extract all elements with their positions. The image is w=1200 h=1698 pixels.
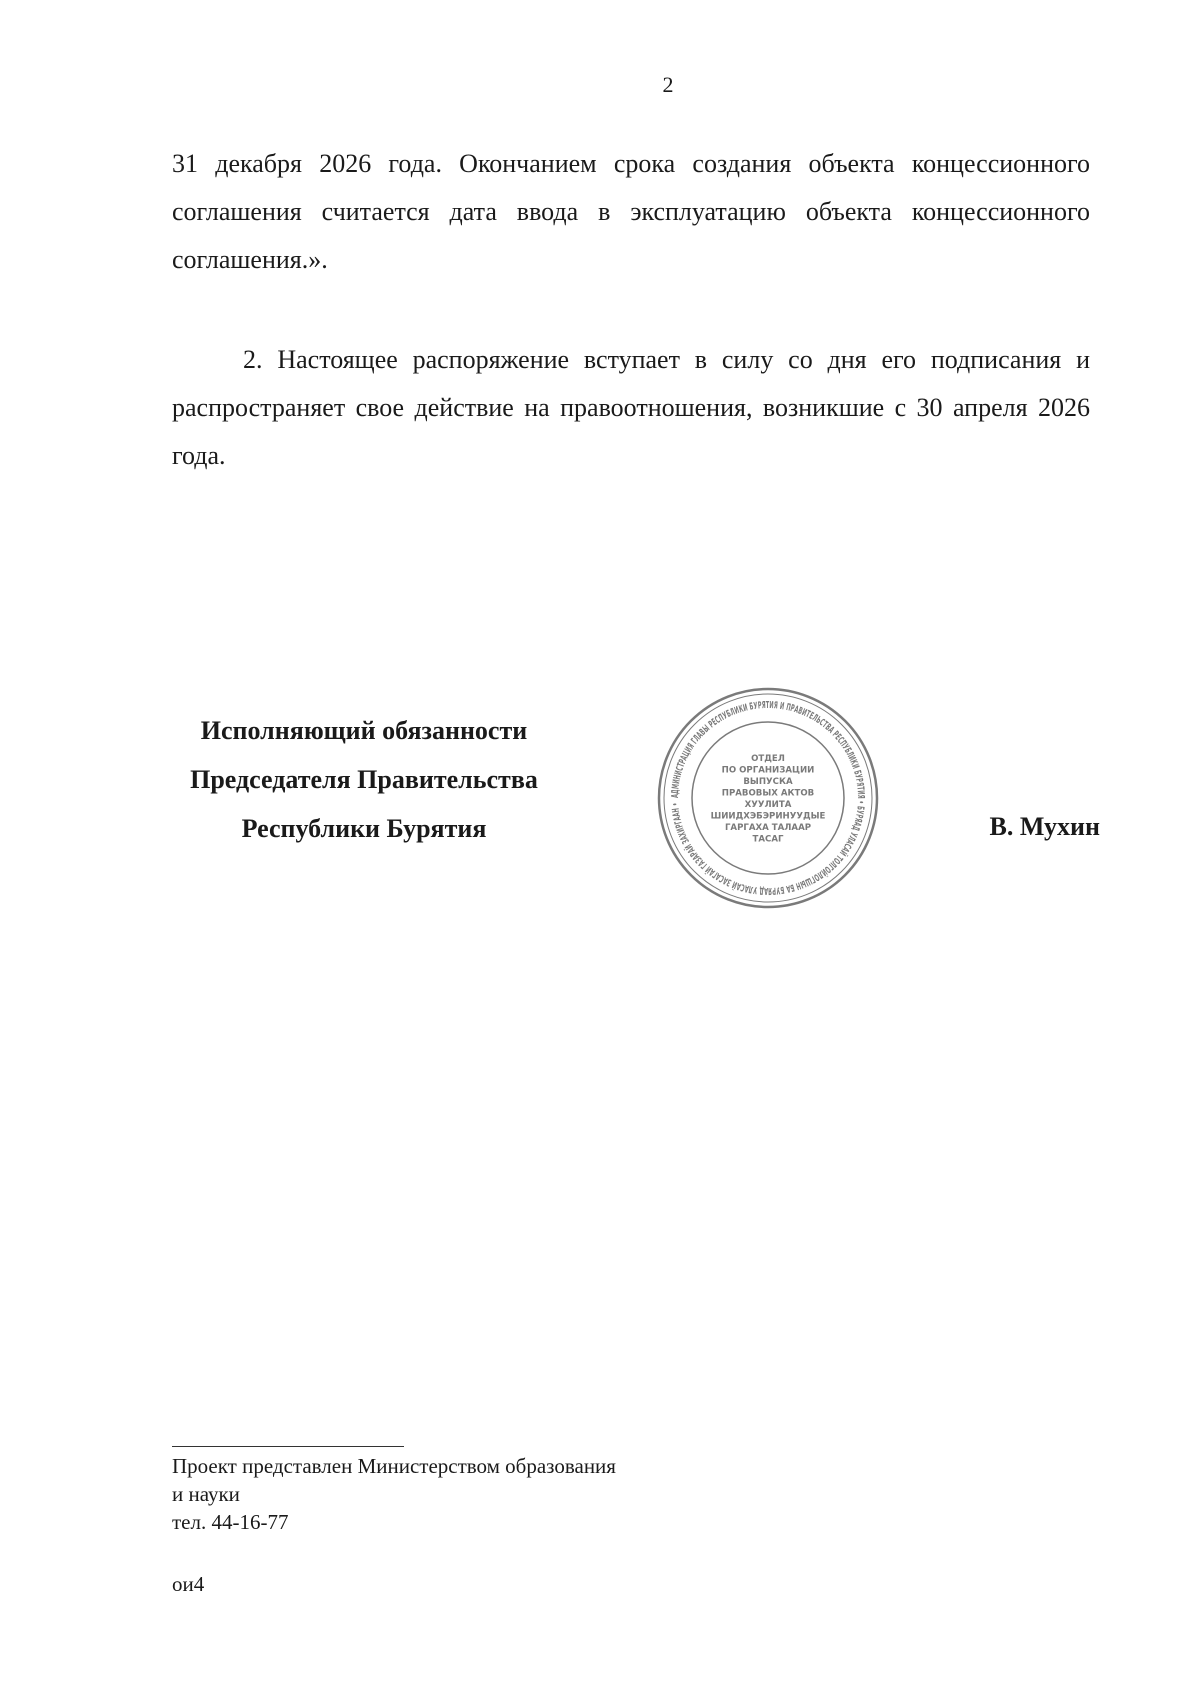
seal-center-text	[711, 754, 826, 845]
document-code: ои4	[172, 1572, 205, 1596]
body-paragraph-effective-date: 2. Настоящее распоряжение вступает в силу со дня его подписания и распространяет свое действие на правоотношения, возникшие с 30 апреля 2026 года.	[172, 345, 1090, 470]
seal-center-line: ШИИДХЭБЭРИНУУДЫЕ	[710, 811, 826, 822]
footnote-line-2: и науки	[172, 1482, 240, 1506]
signatory-title-line-3: Республики Бурятия	[241, 814, 487, 843]
signatory-title	[160, 706, 568, 853]
signatory-title-line-2: Председателя Правительства	[190, 765, 538, 794]
page-number: 2	[662, 72, 674, 97]
seal-center-line: ПРАВОВЫХ АКТОВ	[721, 788, 815, 799]
footnote-line-1: Проект представлен Министерством образования	[172, 1454, 616, 1478]
body-paragraph-continuation: 31 декабря 2026 года. Окончанием срока создания объекта концессионного соглашения считается дата ввода в эксплуатацию объекта концессионного соглашения.».	[172, 149, 1090, 274]
seal-center-line: ХУУЛИТА	[744, 799, 792, 810]
official-seal	[656, 686, 880, 910]
signatory-title-line-1: Исполняющий обязанности	[200, 716, 528, 745]
signer-name: В. Мухин	[989, 812, 1100, 841]
seal-center-line: ПО ОРГАНИЗАЦИИ	[721, 765, 815, 776]
footnote-divider	[172, 1446, 404, 1447]
footnote	[172, 1452, 616, 1536]
seal-ring-text: АДМИНИСТРАЦИЯ ГЛАВЫ РЕСПУБЛИКИ БУРЯТИЯ И ПРАВИТЕЛЬСТВА РЕСПУБЛИКИ БУРЯТИЯ • БУРЯАД УЛАСАЙ ТОЛГОЙЛОГШЫН БА БУРЯАД УЛАСАЙ ЗАСАГАЙ ГАЗАРАЙ ЗАХИРГААН •	[669, 699, 867, 897]
seal-center-line: ТАСАГ	[752, 834, 784, 845]
footnote-line-3: тел. 44-16-77	[172, 1510, 289, 1534]
seal-center-line: ГАРГАХА ТАЛААР	[724, 822, 812, 833]
seal-center-line: ОТДЕЛ	[751, 753, 785, 764]
seal-center-line: ВЫПУСКА	[743, 776, 793, 787]
